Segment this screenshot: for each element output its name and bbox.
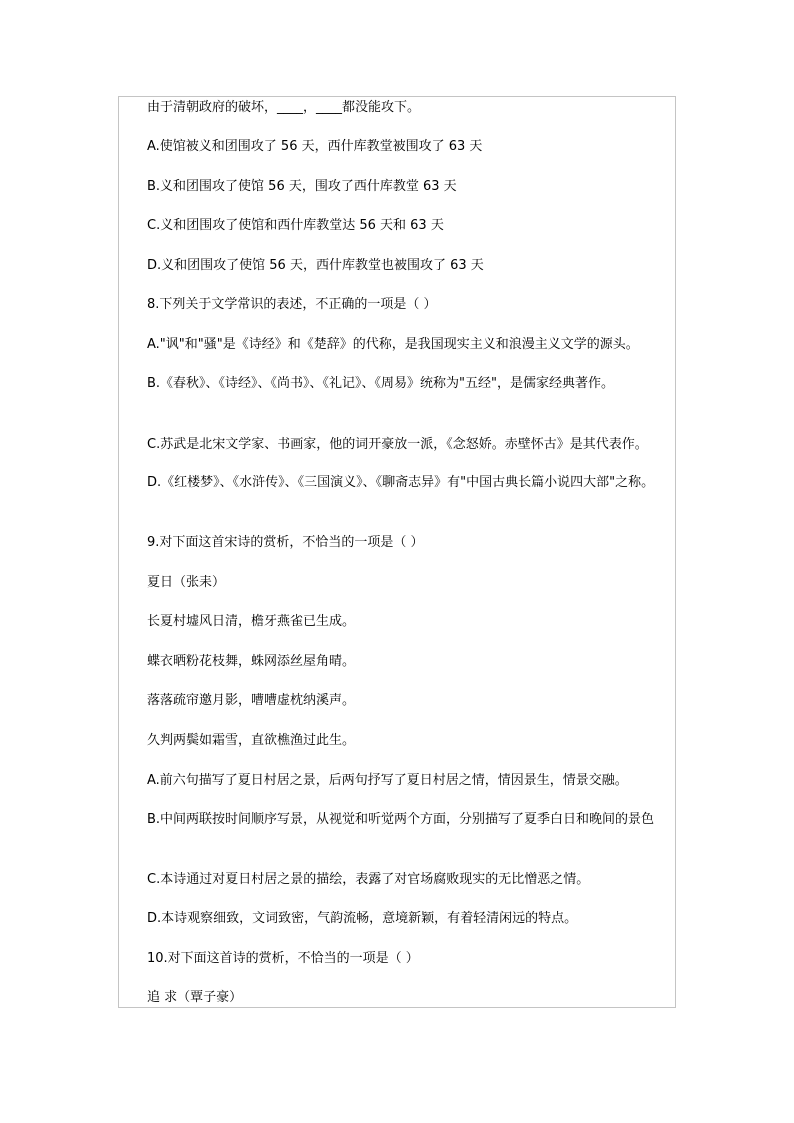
poem-line-3: 落落疏帘邀月影，嘈嘈虚枕纳溪声。	[147, 693, 356, 708]
question-stem-7: 由于清朝政府的破坏，____，____都没能攻下。	[147, 100, 421, 115]
question-9: 9.对下面这首宋诗的赏析，不恰当的一项是（ ）	[147, 535, 424, 550]
poem-line-2: 蝶衣晒粉花枝舞，蛛网添丝屋角晴。	[147, 654, 356, 669]
option-9c: C.本诗通过对夏日村居之景的描绘，表露了对官场腐败现实的无比憎恶之情。	[147, 872, 590, 887]
option-7b: B.义和团围攻了使馆 56 天，围攻了西什库教堂 63 天	[147, 179, 457, 194]
question-10: 10.对下面这首诗的赏析，不恰当的一项是（ ）	[147, 951, 419, 966]
option-7c: C.义和团围攻了使馆和西什库教堂达 56 天和 63 天	[147, 218, 444, 233]
option-8b: B.《春秋》、《诗经》、《尚书》、《礼记》、《周易》统称为"五经"，是儒家经典著作。	[147, 376, 615, 391]
option-8a: A."讽"和"骚"是《诗经》和《楚辞》的代称，是我国现实主义和浪漫主义文学的源头。	[147, 337, 639, 352]
poem-line-4: 久判两鬓如霜雪，直欲樵渔过此生。	[147, 733, 356, 748]
document-frame	[118, 96, 676, 1008]
option-9d: D.本诗观察细致，文词致密，气韵流畅，意境新颖，有着轻清闲远的特点。	[147, 911, 578, 926]
poem-title-1: 夏日（张耒）	[147, 575, 226, 590]
option-7a: A.使馆被义和团围攻了 56 天，西什库教堂被围攻了 63 天	[147, 139, 483, 154]
option-8d: D.《红楼梦》、《水浒传》、《三国演义》、《聊斋志异》有"中国古典长篇小说四大部"之称。	[147, 475, 655, 490]
question-8: 8.下列关于文学常识的表述，不正确的一项是（ ）	[147, 297, 437, 312]
poem-title-2: 追 求（覃子豪）	[147, 990, 243, 1005]
option-7d: D.义和团围攻了使馆 56 天，西什库教堂也被围攻了 63 天	[147, 258, 484, 273]
option-9a: A.前六句描写了夏日村居之景，后两句抒写了夏日村居之情，情因景生，情景交融。	[147, 773, 628, 788]
poem-line-1: 长夏村墟风日清，檐牙燕雀已生成。	[147, 614, 356, 629]
option-9b: B.中间两联按时间顺序写景，从视觉和听觉两个方面，分别描写了夏季白日和晚间的景色	[147, 812, 655, 827]
option-8c: C.苏武是北宋文学家、书画家，他的词开豪放一派，《念怒娇。赤壁怀古》是其代表作。	[147, 437, 648, 452]
